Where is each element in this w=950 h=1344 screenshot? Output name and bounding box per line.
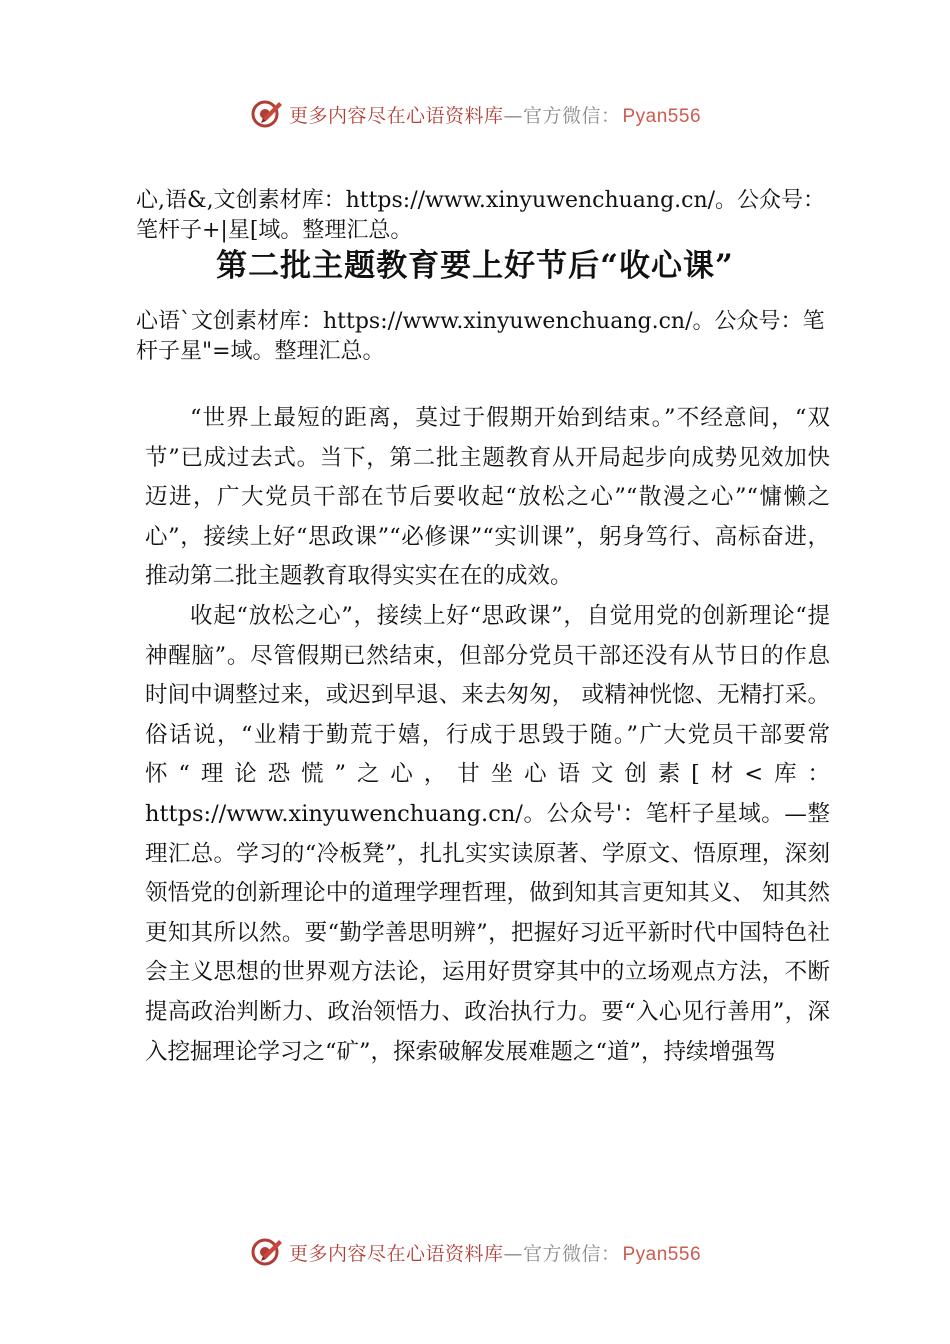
banner-main-text: 更多内容尽在心语资料库 [288, 1242, 504, 1265]
document-body [145, 399, 830, 1072]
banner-sep-text: —官方微信： [503, 104, 621, 127]
banner-text [289, 101, 701, 128]
watermark-text-1: 心,语&,文创素材库：https://www.xinyuwenchuang.cn/。公众号：笔杆子+|星[域。整理汇总。 [136, 188, 826, 243]
header-banner [0, 94, 950, 134]
body-paragraph-1: “世界上最短的距离，莫过于假期开始到结束。”不经意间，“双节”已成过去式。当下，第二批主题教育从开局起步向成势见效加快迈进，广大党员干部在节后要收起“放松之心”“散漫之心”“慵懒之心”，接续上好“思政课”“必修课”“实训课”，躬身笃行、高标奋进，推动第二批主题教育取得实实在在的成效。 [145, 405, 830, 590]
banner-main-text: 更多内容尽在心语资料库 [288, 104, 504, 127]
pen-logo-icon [249, 96, 285, 132]
footer-banner [0, 1232, 950, 1272]
banner-wechat-id: Pyan556 [622, 1243, 702, 1265]
watermark-text-2: 心语`文创素材库：https://www.xinyuwenchuang.cn/。公众号：笔杆子星"=域。整理汇总。 [136, 309, 825, 364]
pen-logo-icon [249, 1234, 285, 1270]
banner-wechat-id: Pyan556 [622, 105, 702, 127]
document-title: 第二批主题教育要上好节后“收心课” [216, 248, 734, 284]
banner-sep-text: —官方微信： [503, 1242, 621, 1265]
body-paragraph-2: 收起“放松之心”，接续上好“思政课”，自觉用党的创新理论“提神醒脑”。尽管假期已然结束，但部分党员干部还没有从节日的作息时间中调整过来，或迟到早退、来去匆匆， 或精神恍惚、无精打采。俗话说，“业精于勤荒于嬉，行成于思毁于随。”广大党员干部要常怀“理论恐慌”之心，甘坐心语文创素[材<库：https://www.xinyuwenchuang.cn/。公众号'：笔杆子星域。—整理汇总。学习的“冷板凳”，扎扎实实读原著、学原文、悟原理，深刻领悟党的创新理论中的道理学理哲理，做到知其言更知其义、 知其然更知其所以然。要“勤学善思明辨”，把握好习近平新时代中国特色社会主义思想的世界观方法论，运用好贯穿其中的立场观点方法，不断提高政治判断力、政治领悟力、政治执行力。要“入心见行善用”，深入挖掘理论学习之“矿”，探索破解发展难题之“道”，持续增强驾 [145, 602, 830, 1065]
banner-text [289, 1239, 701, 1266]
